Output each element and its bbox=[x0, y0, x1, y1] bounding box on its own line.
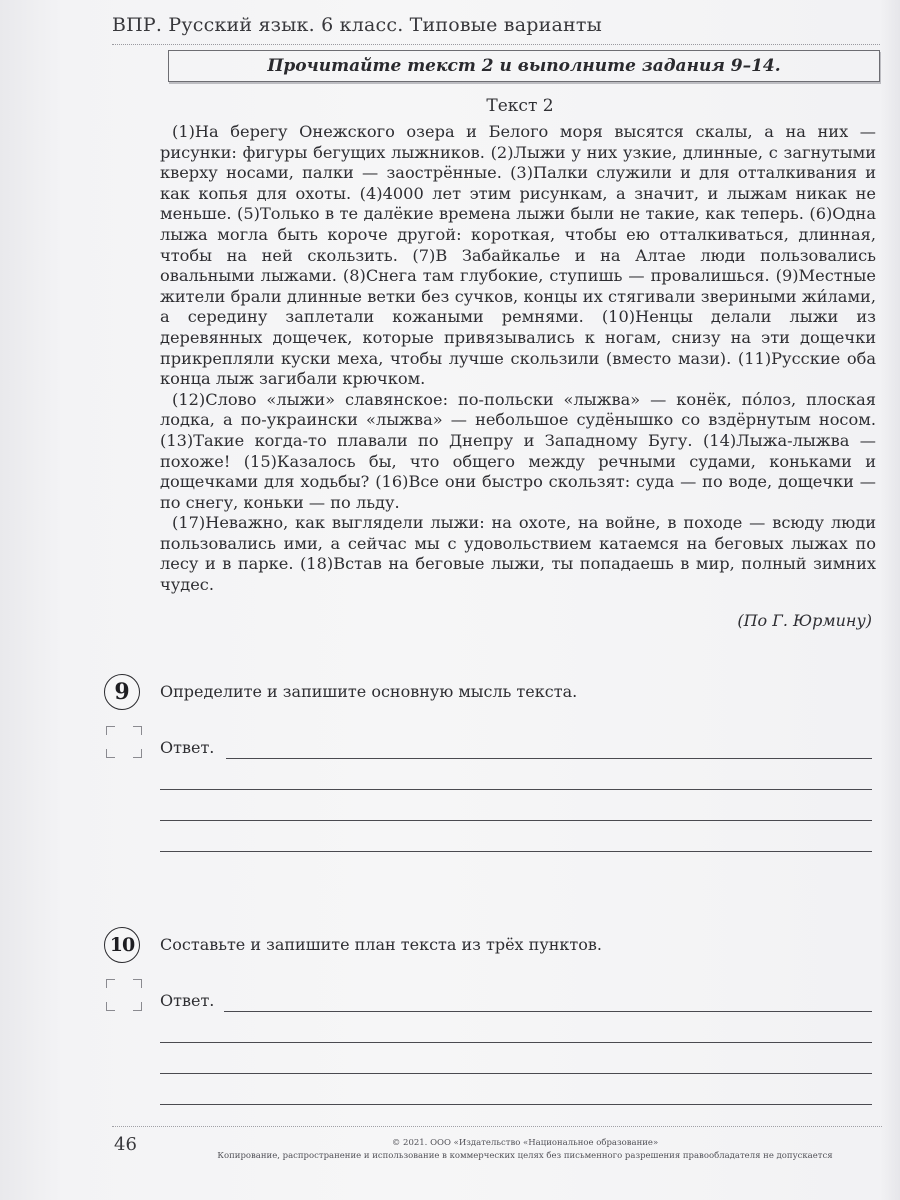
task-prompt: Составьте и запишите план текста из трёх пунктов. bbox=[160, 935, 602, 954]
answer-line[interactable] bbox=[160, 820, 872, 821]
answer-label: Ответ. bbox=[160, 738, 215, 757]
reading-text bbox=[160, 122, 876, 596]
answer-line[interactable] bbox=[160, 1073, 872, 1074]
task-number-badge: 9 bbox=[104, 674, 140, 710]
text-author: (По Г. Юрмину) bbox=[737, 611, 872, 630]
answer-line[interactable] bbox=[224, 1011, 872, 1012]
instruction-box bbox=[168, 50, 880, 82]
task-prompt: Определите и запишите основную мысль текста. bbox=[160, 682, 578, 701]
footer-divider bbox=[112, 1126, 882, 1127]
page-number: 46 bbox=[114, 1134, 137, 1155]
answer-line[interactable] bbox=[160, 851, 872, 852]
task-number-badge: 10 bbox=[104, 927, 140, 963]
legal-notice: Копирование, распространение и использование в коммерческих целях без письменного разрешения правообладателя не допускается bbox=[217, 1151, 833, 1161]
header-divider bbox=[112, 44, 880, 45]
score-box bbox=[106, 726, 142, 758]
paragraph: (1)На берегу Онежского озера и Белого моря высятся скалы, а на них — рисунки: фигуры бегущих лыжников. (2)Лыжи у них узкие, длинные, с загнутыми кверху носами, палки — заострённые. (3)Палки служили и для отталкивания и как копья для охоты. (4)4000 лет этим рисункам, а значит, и лыжам никак не меньше. (5)Только в те далёкие времена лыжи были не такие, как теперь. (6)Одна лыжа могла быть короче другой: короткая, чтобы ею отталкиваться, длинная, чтобы на ней скользить. (7)В Забайкалье и на Алтае люди пользовались овальными лыжами. (8)Снега там глубокие, ступишь — провалишься. (9)Местные жители брали длинные ветки без сучков, концы их стягивали звериными жи́лами, а середину заплетали кожаными ремнями. (10)Ненцы делали лыжи из деревянных дощечек, которые привязывались к ногам, снизу на эти дощечки прикрепляли куски меха, чтобы лучше скользили (вместо мази). (11)Русские оба конца лыж загибали крючком. bbox=[160, 122, 876, 389]
score-box bbox=[106, 979, 142, 1011]
answer-label: Ответ. bbox=[160, 991, 215, 1010]
answer-line[interactable] bbox=[160, 789, 872, 790]
running-header: ВПР. Русский язык. 6 класс. Типовые варианты bbox=[112, 14, 602, 36]
paragraph: (12)Слово «лыжи» славянское: по-польски «лыжва» — конёк, по́лоз, плоская лодка, а по-украински «лыжва» — небольшое судёнышко со вздёрнутым носом. (13)Такие когда-то плавали по Днепру и Западному Бугу. (14)Лыжа-лыжва — похоже! (15)Казалось бы, что общего между речными судами, коньками и дощечками для ходьбы? (16)Все они быстро скользят: суда — по воде, дощечки — по снегу, коньки — по льду. bbox=[160, 389, 876, 512]
text-title: Текст 2 bbox=[486, 96, 554, 116]
answer-line[interactable] bbox=[160, 1042, 872, 1043]
answer-line[interactable] bbox=[160, 1104, 872, 1105]
paragraph: (17)Неважно, как выглядели лыжи: на охоте, на войне, в походе — всюду люди пользовались ими, а сейчас мы с удовольствием катаемся на беговых лыжах по лесу и в парке. (18)Встав на беговые лыжи, ты попадаешь в мир, полный зимних чудес. bbox=[160, 513, 876, 595]
copyright-notice: © 2021. ООО «Издательство «Национальное образование» bbox=[391, 1138, 659, 1148]
answer-line[interactable] bbox=[226, 758, 872, 759]
instruction-text: Прочитайте текст 2 и выполните задания 9–14. bbox=[267, 56, 781, 76]
